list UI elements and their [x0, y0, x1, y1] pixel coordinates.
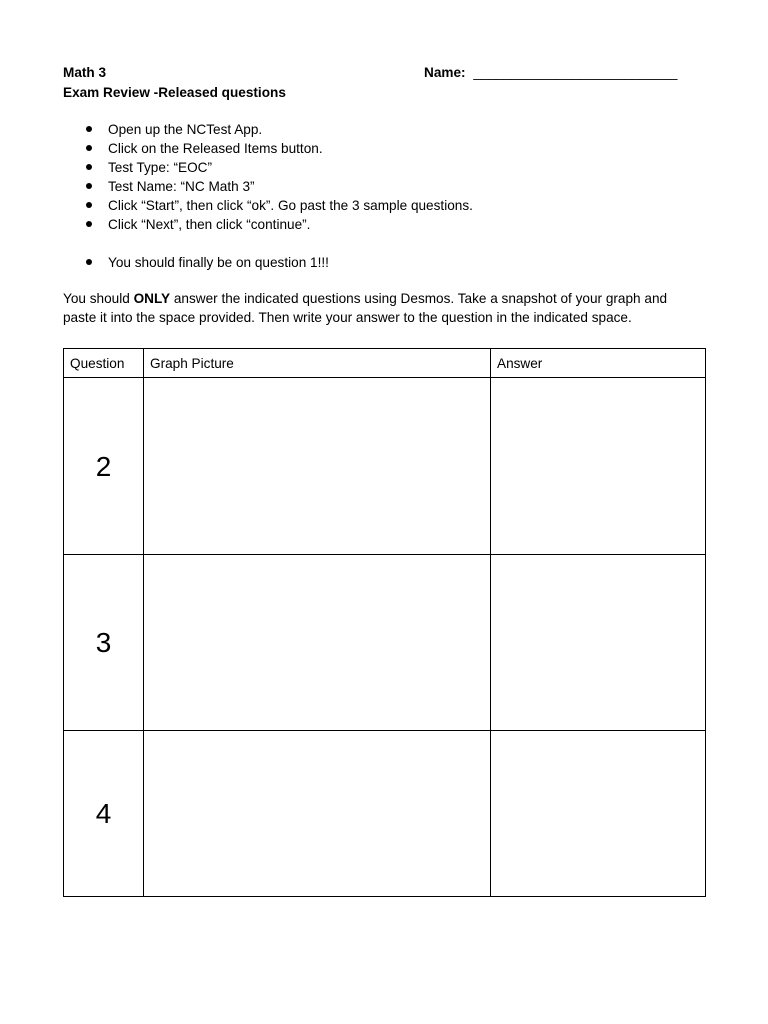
instruction-item: [85, 253, 473, 272]
directions-paragraph: [63, 289, 713, 327]
instruction-text: Click “Next”, then click “continue”.: [108, 217, 311, 232]
graph-picture-cell[interactable]: [144, 378, 491, 555]
graph-picture-cell[interactable]: [144, 555, 491, 731]
header-graph-picture: Graph Picture: [144, 349, 491, 378]
instruction-item: [85, 177, 473, 196]
table-header-row: [64, 349, 706, 378]
instruction-list: [85, 120, 473, 272]
instruction-text: Click “Start”, then click “ok”. Go past the 3 sample questions.: [108, 198, 473, 213]
name-label: Name:: [424, 65, 466, 80]
question-number: 3: [64, 555, 144, 731]
instruction-text: Test Name: “NC Math 3”: [108, 179, 255, 194]
bullet-icon: [86, 183, 92, 189]
answer-cell[interactable]: [491, 731, 706, 897]
directions-line-2: paste it into the space provided. Then write your answer to the question in the indicated space.: [63, 310, 632, 325]
instruction-text: Click on the Released Items button.: [108, 141, 323, 156]
header-question: Question: [64, 349, 144, 378]
instruction-text: Test Type: “EOC”: [108, 160, 212, 175]
directions-prefix: You should: [63, 291, 134, 306]
directions-emphasis: ONLY: [133, 291, 171, 306]
instruction-item: [85, 120, 473, 139]
worksheet-subtitle: Exam Review -Released questions: [63, 85, 286, 100]
table-row: [64, 378, 706, 555]
bullet-icon: [86, 164, 92, 170]
name-line: ___________________________: [473, 65, 678, 80]
table-row: [64, 555, 706, 731]
directions-line1-rest: answer the indicated questions using Desmos. Take a snapshot of your graph and: [170, 291, 668, 306]
bullet-icon: [86, 221, 92, 227]
table-row: [64, 731, 706, 897]
directions-line-1: [63, 289, 713, 308]
question-number: 2: [64, 378, 144, 555]
course-title: Math 3: [63, 65, 107, 80]
name-field: [424, 63, 677, 82]
answer-cell[interactable]: [491, 555, 706, 731]
bullet-icon: [86, 202, 92, 208]
instruction-item: [85, 139, 473, 158]
instruction-item: [85, 196, 473, 215]
instruction-item: [85, 215, 473, 234]
question-number: 4: [64, 731, 144, 897]
graph-picture-cell[interactable]: [144, 731, 491, 897]
instruction-item: [85, 158, 473, 177]
bullet-icon: [86, 145, 92, 151]
header-answer: Answer: [491, 349, 706, 378]
answer-cell[interactable]: [491, 378, 706, 555]
bullet-icon: [86, 126, 92, 132]
answer-table: [63, 348, 706, 897]
bullet-icon: [86, 259, 92, 265]
instruction-text: You should finally be on question 1!!!: [108, 255, 329, 270]
instruction-text: Open up the NCTest App.: [108, 122, 263, 137]
